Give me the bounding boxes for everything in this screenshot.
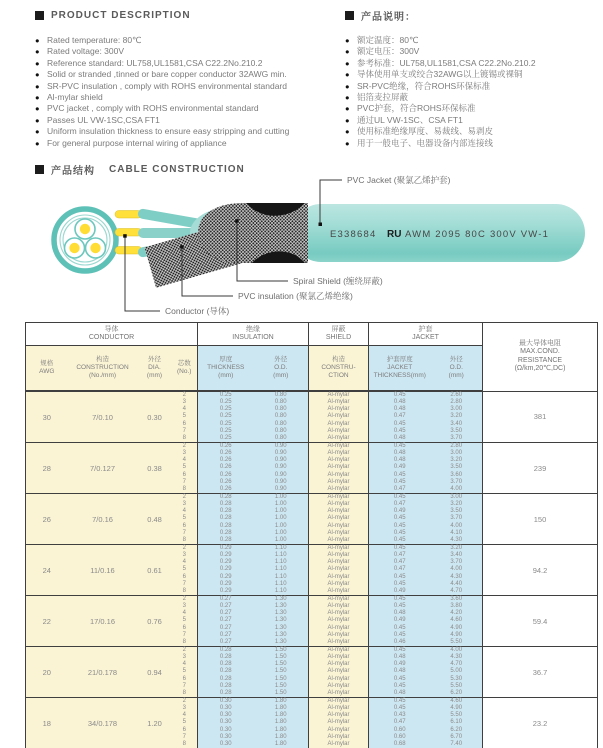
subheader-jk_od: 外径 O.D. (mm)	[431, 346, 483, 392]
cell-awg: 24	[26, 545, 68, 596]
ul-mark-icon: RU	[387, 229, 401, 240]
bullet-item: ● 用于一般电子、电器设备内部连接线	[345, 138, 595, 149]
feature-list-en	[35, 35, 337, 149]
cable-side-view	[115, 203, 585, 288]
cable-print-spec: AWM 2095 80C 300V VW-1	[405, 229, 549, 240]
cell-awg: 22	[26, 596, 68, 647]
bullet-item: ● 通过UL VW-1SC、CSA FT1	[345, 115, 595, 126]
cell-jk_th: 0.45 0.45 0.43 0.47 0.60 0.60 0.68	[369, 698, 431, 748]
cell-res: 150	[483, 494, 598, 545]
cell-res: 23.2	[483, 698, 598, 748]
bullet-item: ● Passes UL VW-1SC,CSA FT1	[35, 115, 337, 126]
construction-title-en: CABLE CONSTRUCTION	[109, 164, 245, 175]
cell-construction: 7/0.127	[68, 443, 138, 494]
table-row-awg-18	[26, 698, 598, 748]
product-description-zh	[345, 8, 595, 149]
cell-jk_th: 0.45 0.47 0.49 0.45 0.45 0.45 0.45	[369, 494, 431, 545]
cell-dia: 0.48	[138, 494, 172, 545]
cell-shield: Al-mylar Al-mylar Al-mylar Al-mylar Al-mylar Al-mylar Al-mylar	[309, 545, 369, 596]
cell-ins_th: 0.30 0.30 0.30 0.30 0.30 0.30 0.30	[198, 698, 254, 748]
cell-jk_th: 0.45 0.48 0.48 0.49 0.45 0.45 0.47	[369, 443, 431, 494]
cell-ins_od: 1.30 1.30 1.30 1.30 1.30 1.30 1.30	[254, 596, 309, 647]
section-title-text: 产品说明：	[361, 8, 416, 23]
cell-cores: 2 3 4 5 6 7 8	[172, 443, 198, 494]
section-title-zh	[345, 8, 595, 22]
cell-shield: Al-mylar Al-mylar Al-mylar Al-mylar Al-mylar Al-mylar Al-mylar	[309, 391, 369, 443]
bullet-item: ● 额定温度：80℃	[345, 35, 595, 46]
cell-construction: 17/0.16	[68, 596, 138, 647]
cell-dia: 0.38	[138, 443, 172, 494]
subheader-cores: 芯数 (No.)	[172, 346, 198, 392]
construction-title-zh: 产品结构	[51, 162, 95, 177]
subheader-construction: 构造 CONSTRUCTION (No./mm)	[68, 346, 138, 392]
cell-jk_th: 0.45 0.47 0.47 0.47 0.45 0.45 0.49	[369, 545, 431, 596]
subheader-shield: 构造 CONSTRU- CTION	[309, 346, 369, 392]
product-description-en	[35, 8, 337, 149]
bullet-item: ● Al-mylar shield	[35, 92, 337, 103]
cell-shield: Al-mylar Al-mylar Al-mylar Al-mylar Al-mylar Al-mylar Al-mylar	[309, 698, 369, 748]
square-bullet-icon	[35, 11, 44, 20]
cell-ins_th: 0.29 0.29 0.29 0.29 0.29 0.29 0.29	[198, 545, 254, 596]
header-max-resistance: 最大导体电阻 MAX.COND. RESISTANCE (Ω/km,20℃,DC)	[483, 323, 598, 392]
bullet-item: ● 导体使用单支或绞合32AWG以上镀锡或裸铜	[345, 69, 595, 80]
section-title-en	[35, 8, 337, 22]
cell-res: 239	[483, 443, 598, 494]
cell-ins_od: 1.50 1.50 1.50 1.50 1.50 1.50 1.50	[254, 647, 309, 698]
subheader-ins_od: 外径 O.D. (mm)	[254, 346, 309, 392]
cell-construction: 11/0.16	[68, 545, 138, 596]
cell-dia: 0.61	[138, 545, 172, 596]
cell-ins_th: 0.26 0.26 0.26 0.26 0.26 0.26 0.26	[198, 443, 254, 494]
specification-table	[25, 322, 598, 748]
bullet-item: ● Solid or stranded ,tinned or bare copper conductor 32AWG min.	[35, 69, 337, 80]
cell-cores: 2 3 4 5 6 7 8	[172, 494, 198, 545]
cell-jk_od: 2.80 3.00 3.20 3.50 3.60 3.70 4.00	[431, 443, 483, 494]
group-header-shield: 屏蔽 SHIELD	[309, 323, 369, 346]
cell-jk_od: 3.00 3.20 3.50 3.70 4.00 4.10 4.30	[431, 494, 483, 545]
bullet-item: ● PVC护套，符合ROHS环保标准	[345, 103, 595, 114]
cell-dia: 1.20	[138, 698, 172, 748]
cell-shield: Al-mylar Al-mylar Al-mylar Al-mylar Al-mylar Al-mylar Al-mylar	[309, 647, 369, 698]
cell-cores: 2 3 4 5 6 7 8	[172, 391, 198, 443]
cell-dia: 0.30	[138, 391, 172, 443]
cell-res: 381	[483, 391, 598, 443]
cell-construction: 21/0.178	[68, 647, 138, 698]
cell-awg: 30	[26, 391, 68, 443]
cell-res: 94.2	[483, 545, 598, 596]
label-pvc-insulation: PVC insulation (聚氯乙烯绝缘)	[238, 291, 353, 301]
cell-awg: 26	[26, 494, 68, 545]
subheader-awg: 规格 AWG	[26, 346, 68, 392]
cell-res: 59.4	[483, 596, 598, 647]
cell-res: 36.7	[483, 647, 598, 698]
label-spiral-shield: Spiral Shield (缠绕屏蔽)	[293, 276, 383, 286]
cell-dia: 0.94	[138, 647, 172, 698]
cell-shield: Al-mylar Al-mylar Al-mylar Al-mylar Al-mylar Al-mylar Al-mylar	[309, 596, 369, 647]
cell-construction: 34/0.178	[68, 698, 138, 748]
cell-cores: 2 3 4 5 6 7 8	[172, 698, 198, 748]
cell-jk_od: 2.60 2.80 3.00 3.20 3.40 3.50 3.70	[431, 391, 483, 443]
table-row-awg-22	[26, 596, 598, 647]
cell-ins_od: 1.80 1.80 1.80 1.80 1.80 1.80 1.80	[254, 698, 309, 748]
table-row-awg-26	[26, 494, 598, 545]
cell-cores: 2 3 4 5 6 7 8	[172, 647, 198, 698]
bullet-item: ● 参考标准：UL758,UL1581,CSA C22.2No.210.2	[345, 58, 595, 69]
cell-jk_od: 4.60 4.90 5.50 6.10 6.20 6.70 7.40	[431, 698, 483, 748]
cell-jk_od: 4.00 4.30 4.70 5.00 5.30 5.50 6.20	[431, 647, 483, 698]
cable-construction-diagram	[0, 172, 603, 320]
bullet-item: ● Rated voltage: 300V	[35, 46, 337, 57]
bullet-item: ● Reference standard: UL758,UL1581,CSA C22.2No.210.2	[35, 58, 337, 69]
cell-shield: Al-mylar Al-mylar Al-mylar Al-mylar Al-mylar Al-mylar Al-mylar	[309, 494, 369, 545]
cell-dia: 0.76	[138, 596, 172, 647]
cell-jk_th: 0.45 0.48 0.48 0.47 0.45 0.45 0.48	[369, 391, 431, 443]
label-pvc-jacket: PVC Jacket (聚氯乙烯护套)	[347, 175, 451, 185]
cell-ins_th: 0.25 0.25 0.25 0.25 0.25 0.25 0.25	[198, 391, 254, 443]
bullet-item: ● Uniform insulation thickness to ensure easy stripping and cutting	[35, 126, 337, 137]
cable-print-cert: E338684	[330, 229, 376, 240]
section-title-text: PRODUCT DESCRIPTION	[51, 10, 191, 21]
bullet-item: ● PVC jacket , comply with ROHS environmental standard	[35, 103, 337, 114]
bullet-item: ● 铝箔麦拉屏蔽	[345, 92, 595, 103]
cell-ins_th: 0.28 0.28 0.28 0.28 0.28 0.28 0.28	[198, 494, 254, 545]
cell-ins_od: 1.00 1.00 1.00 1.00 1.00 1.00 1.00	[254, 494, 309, 545]
cell-awg: 20	[26, 647, 68, 698]
bullet-item: ● 使用标准绝缘厚度、易裁线、易剥皮	[345, 126, 595, 137]
bullet-item: ● SR-PVC insulation , comply with ROHS environmental standard	[35, 81, 337, 92]
bullet-item: ● 额定电压：300V	[345, 46, 595, 57]
cell-awg: 18	[26, 698, 68, 748]
square-bullet-icon	[345, 11, 354, 20]
bullet-item: ● Rated temperature: 80℃	[35, 35, 337, 46]
group-header-jacket: 护套 JACKET	[369, 323, 483, 346]
bullet-item: ● SR-PVC绝缘，符合ROHS环保标准	[345, 81, 595, 92]
cell-ins_th: 0.27 0.27 0.27 0.27 0.27 0.27 0.27	[198, 596, 254, 647]
table-row-awg-24	[26, 545, 598, 596]
cell-awg: 28	[26, 443, 68, 494]
cell-jk_od: 3.20 3.40 3.70 4.00 4.30 4.40 4.70	[431, 545, 483, 596]
bullet-item: ● For general purpose internal wiring of appliance	[35, 138, 337, 149]
cell-shield: Al-mylar Al-mylar Al-mylar Al-mylar Al-mylar Al-mylar Al-mylar	[309, 443, 369, 494]
subheader-jk_th: 护套厚度 JACKET THICKNESS(mm)	[369, 346, 431, 392]
cell-jk_th: 0.45 0.48 0.49 0.48 0.45 0.45 0.48	[369, 647, 431, 698]
cell-ins_od: 0.80 0.80 0.80 0.80 0.80 0.80 0.80	[254, 391, 309, 443]
cell-construction: 7/0.10	[68, 391, 138, 443]
cell-cores: 2 3 4 5 6 7 8	[172, 545, 198, 596]
cell-jk_th: 0.45 0.45 0.48 0.49 0.45 0.45 0.46	[369, 596, 431, 647]
table-row-awg-28	[26, 443, 598, 494]
cell-jk_od: 3.60 3.80 4.20 4.60 4.90 4.90 5.50	[431, 596, 483, 647]
cell-cores: 2 3 4 5 6 7 8	[172, 596, 198, 647]
table-row-awg-30	[26, 391, 598, 443]
table-row-awg-20	[26, 647, 598, 698]
cell-ins_od: 1.10 1.10 1.10 1.10 1.10 1.10 1.10	[254, 545, 309, 596]
cell-ins_od: 0.90 0.90 0.90 0.90 0.90 0.90 0.90	[254, 443, 309, 494]
subheader-dia: 外径 DIA. (mm)	[138, 346, 172, 392]
subheader-ins_th: 厚度 THICKNESS (mm)	[198, 346, 254, 392]
cell-ins_th: 0.28 0.28 0.28 0.28 0.28 0.28 0.28	[198, 647, 254, 698]
cable-cross-section	[54, 209, 116, 271]
group-header-insulation: 绝缘 INSULATION	[198, 323, 309, 346]
label-conductor: Conductor (导体)	[165, 306, 229, 316]
cell-construction: 7/0.16	[68, 494, 138, 545]
group-header-conductor: 导体 CONDUCTOR	[26, 323, 198, 346]
feature-list-zh	[345, 35, 595, 149]
